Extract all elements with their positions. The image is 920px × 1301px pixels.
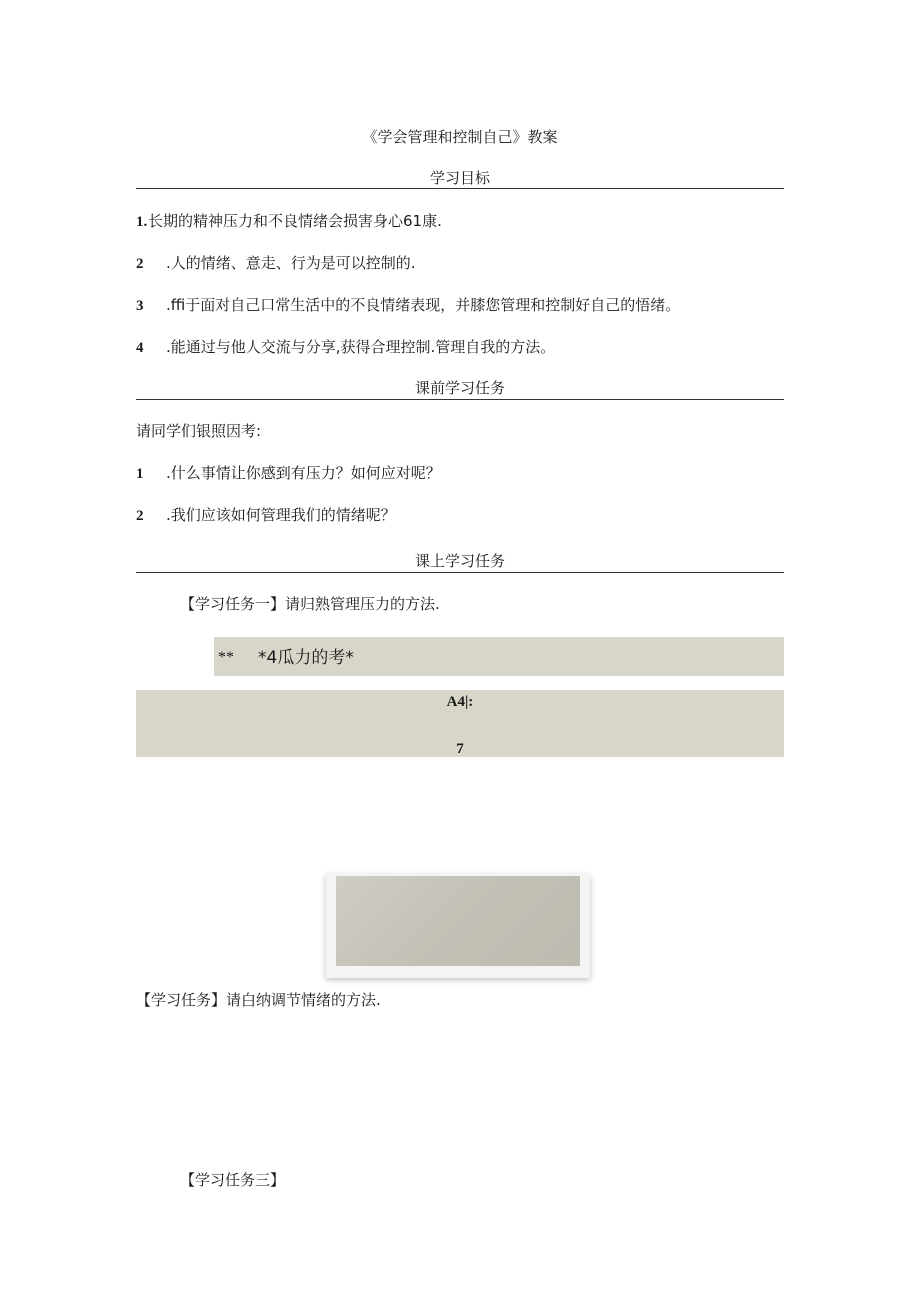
pre-class-intro: 请同学们银照因考: — [136, 422, 262, 440]
task-three-prompt: 【学习任务三】 — [180, 1171, 286, 1189]
pre-class-item — [136, 463, 441, 484]
table-body-line-2: 7 — [456, 741, 464, 757]
table-header-marker: ** — [218, 649, 234, 666]
pre-class-item-text: .我们应该如何管理我们的情绪呢？ — [166, 506, 396, 524]
section-heading-goals: 学习目标 — [429, 169, 490, 187]
pre-class-item — [136, 505, 396, 526]
section-divider — [136, 572, 784, 573]
goal-item-text: .能通过与他人交流与分享,获得合理控制.管理自我的方法。 — [166, 338, 556, 356]
goal-item — [136, 253, 416, 274]
section-heading-in-class: 课上学习任务 — [414, 552, 505, 570]
pre-class-item-number: 2 — [136, 508, 144, 524]
goal-item-number: 4 — [136, 340, 144, 356]
document-title: 《学会管理和控制自己》教案 — [362, 128, 558, 146]
section-divider — [136, 188, 784, 189]
goal-item-text: 长期的精神压力和不良情绪会损害身心61康. — [148, 212, 442, 230]
table-header-text: *4瓜力的考* — [258, 648, 354, 668]
section-heading-pre-class: 课前学习任务 — [414, 379, 505, 397]
section-divider — [136, 399, 784, 400]
task-one-prompt: 【学习任务一】请归熟管理压力的方法. — [180, 595, 440, 613]
goal-item-text: .人的情绪、意走、行为是可以控制的. — [166, 254, 416, 272]
pre-class-item-text: .什么事情让你感到有压力？如何应对呢？ — [166, 464, 441, 482]
table-body-line-1: A4|: — [446, 694, 474, 710]
pre-class-item-number: 1 — [136, 466, 144, 482]
goal-item — [136, 211, 442, 232]
goal-item-number: 3 — [136, 298, 144, 314]
goal-item — [136, 295, 680, 316]
goal-item-number: 2 — [136, 256, 144, 272]
goal-item-text: .ffi于面对自己口常生活中的不良情绪表现，并膝您管理和控制好自己的悟绪。 — [166, 296, 681, 314]
embedded-image — [326, 874, 590, 978]
goal-item-number: 1. — [136, 214, 148, 230]
goal-item — [136, 337, 555, 358]
task-two-prompt: 【学习任务】请白纳调节情绪的方法. — [136, 991, 381, 1009]
embedded-image-content — [336, 876, 580, 966]
